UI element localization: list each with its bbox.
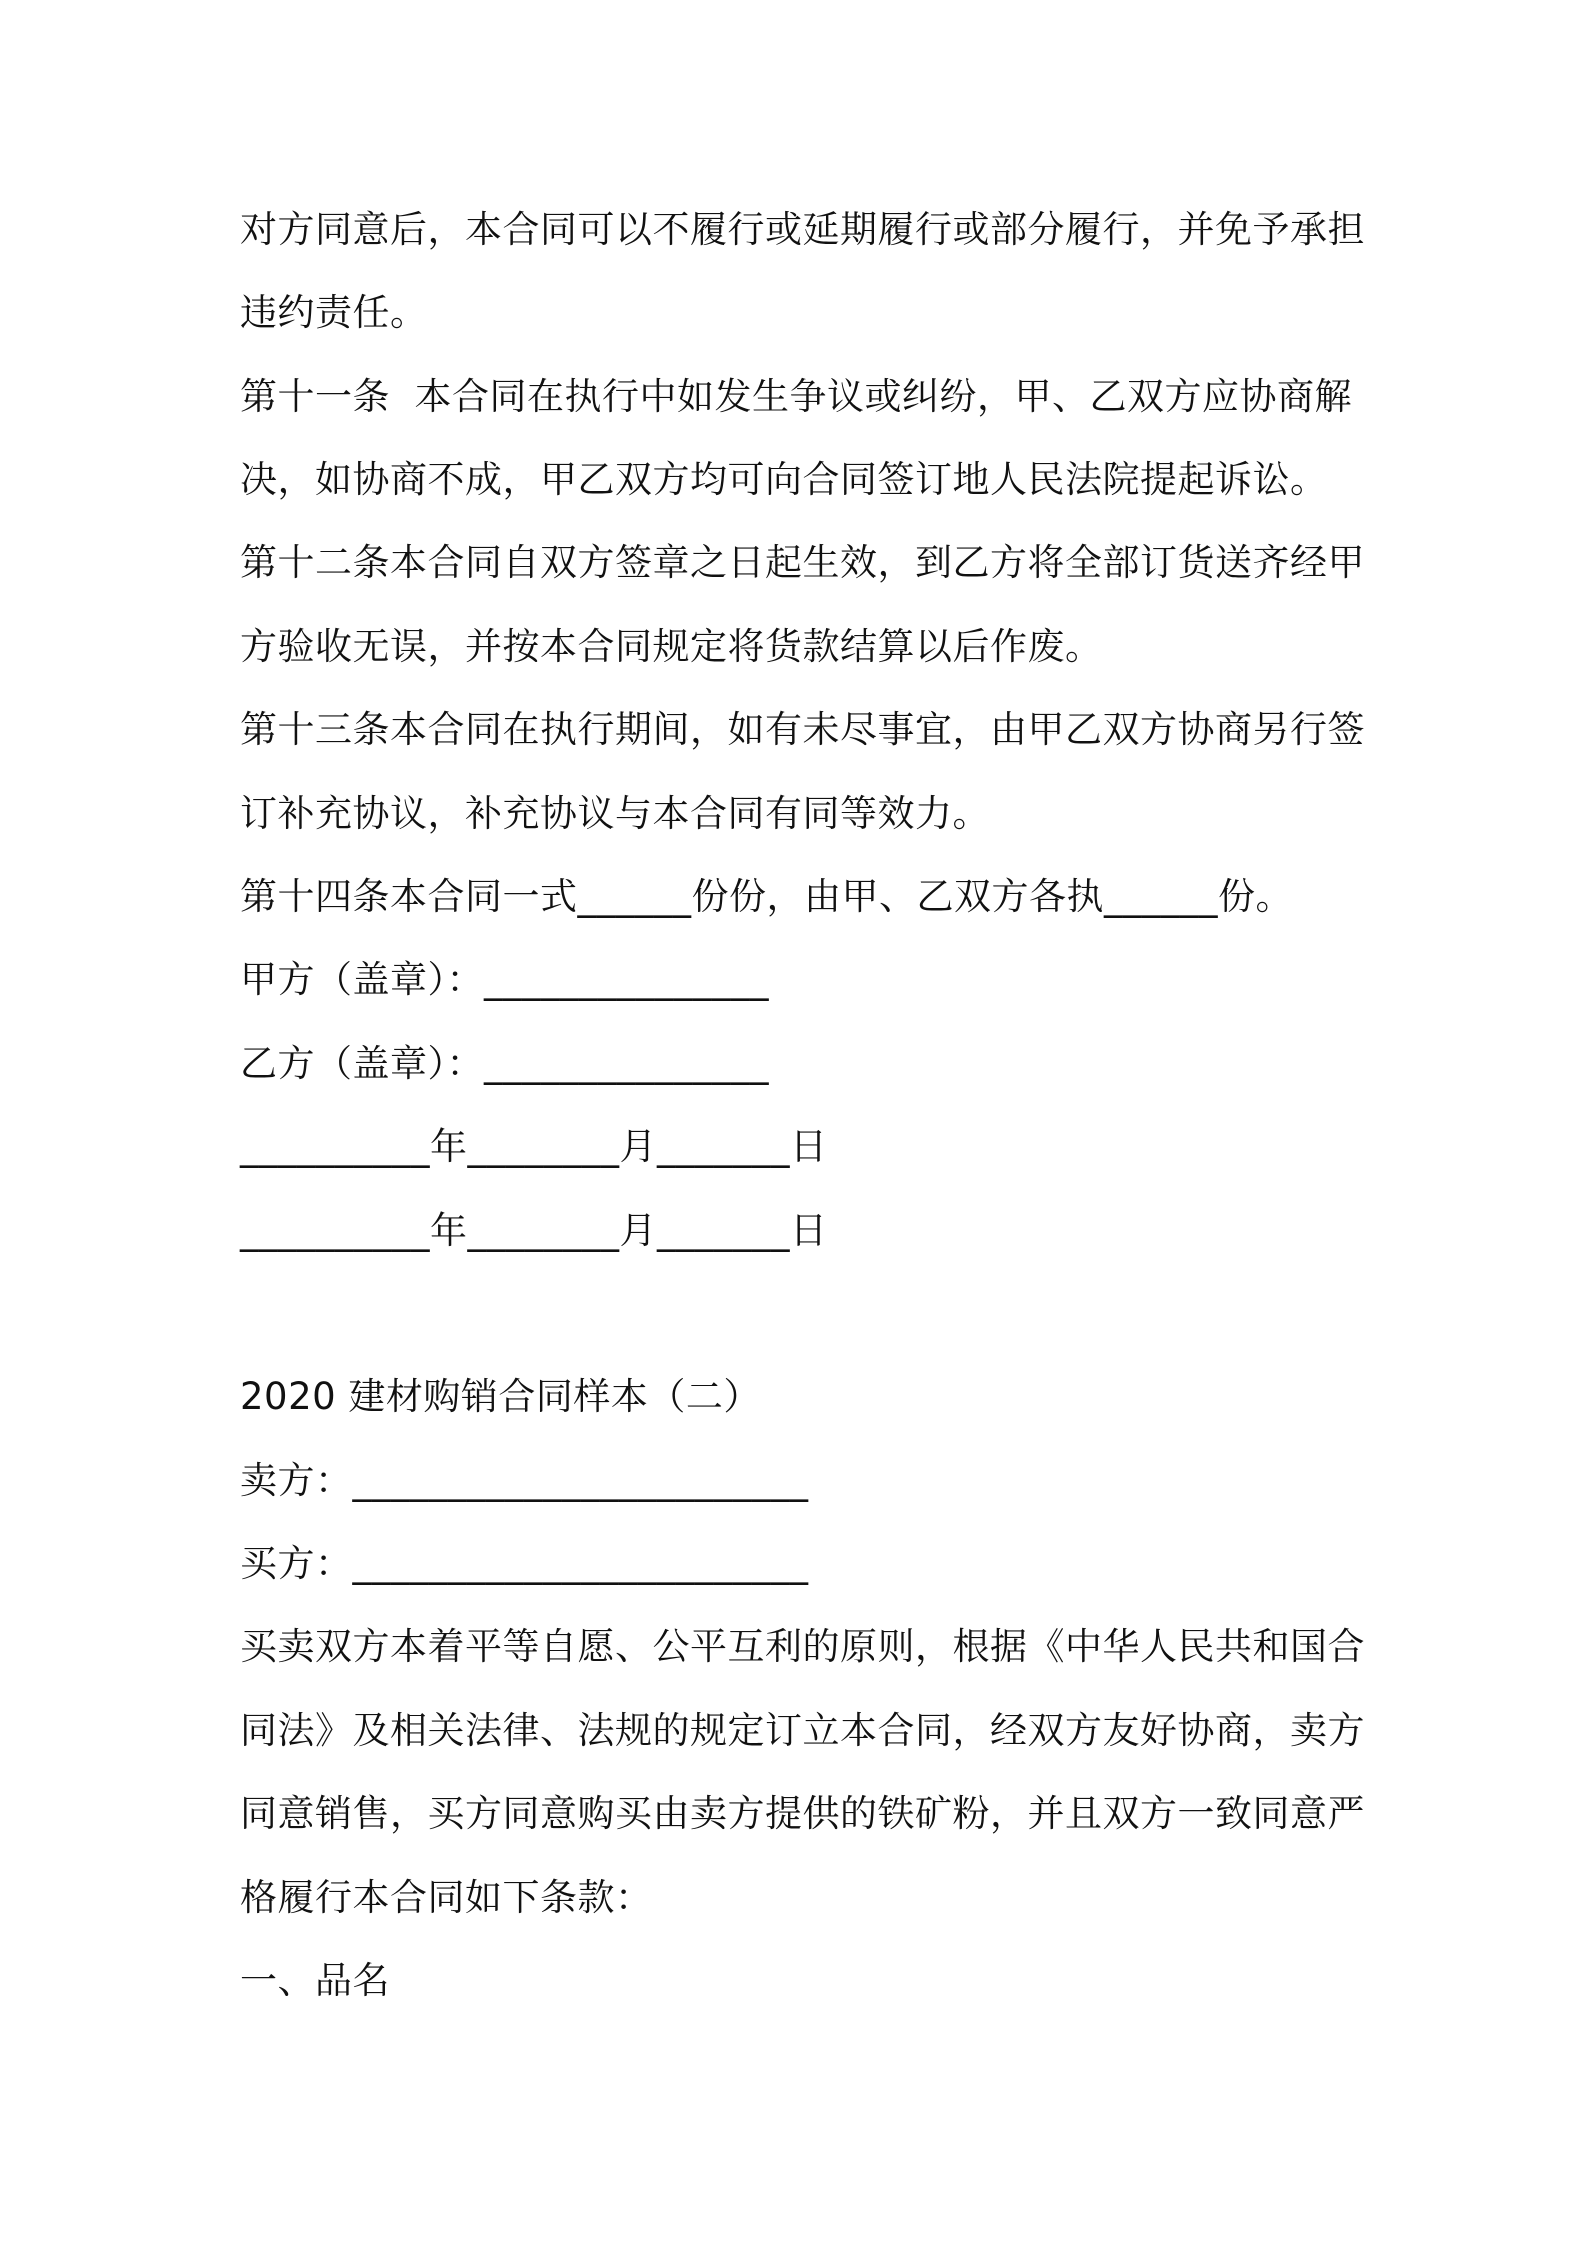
section-heading: 一、品名 — [240, 1959, 390, 2002]
date-line: __________年________月_______日 — [240, 1125, 828, 1168]
text-line: 对方同意后，本合同可以不履行或延期履行或部分履行，并免予承担 — [240, 208, 1365, 251]
text-line: 决，如协商不成，甲乙双方均可向合同签订地人民法院提起诉讼。 — [240, 458, 1328, 501]
seller-line: 卖方：________________________ — [240, 1459, 809, 1502]
text-line: 同意销售，买方同意购买由卖方提供的铁矿粉，并且双方一致同意严 — [240, 1792, 1365, 1835]
text-line: 订补充协议，补充协议与本合同有同等效力。 — [240, 792, 990, 835]
text-line: 格履行本合同如下条款： — [240, 1876, 653, 1919]
document-heading: 2020 建材购销合同样本（二） — [240, 1375, 761, 1418]
text-line: 买卖双方本着平等自愿、公平互利的原则，根据《中华人民共和国合 — [240, 1625, 1365, 1668]
clause-13-line: 第十三条本合同在执行期间，如有未尽事宜，由甲乙双方协商另行签 — [240, 708, 1365, 751]
text-line: 方验收无误，并按本合同规定将货款结算以后作废。 — [240, 625, 1103, 668]
text-line: 违约责任。 — [240, 291, 428, 334]
date-line: __________年________月_______日 — [240, 1209, 828, 1252]
clause-11-line: 第十一条 本合同在执行中如发生争议或纠纷，甲、乙双方应协商解 — [240, 375, 1353, 418]
party-b-seal-line: 乙方（盖章）：_______________ — [240, 1042, 769, 1085]
party-a-seal-line: 甲方（盖章）：_______________ — [240, 958, 769, 1001]
text-line: 同法》及相关法律、法规的规定订立本合同，经双方友好协商，卖方 — [240, 1709, 1365, 1752]
buyer-line: 买方：________________________ — [240, 1542, 809, 1585]
clause-14-line: 第十四条本合同一式______份份，由甲、乙双方各执______份。 — [240, 875, 1293, 918]
clause-12-line: 第十二条本合同自双方签章之日起生效，到乙方将全部订货送齐经甲 — [240, 541, 1365, 584]
